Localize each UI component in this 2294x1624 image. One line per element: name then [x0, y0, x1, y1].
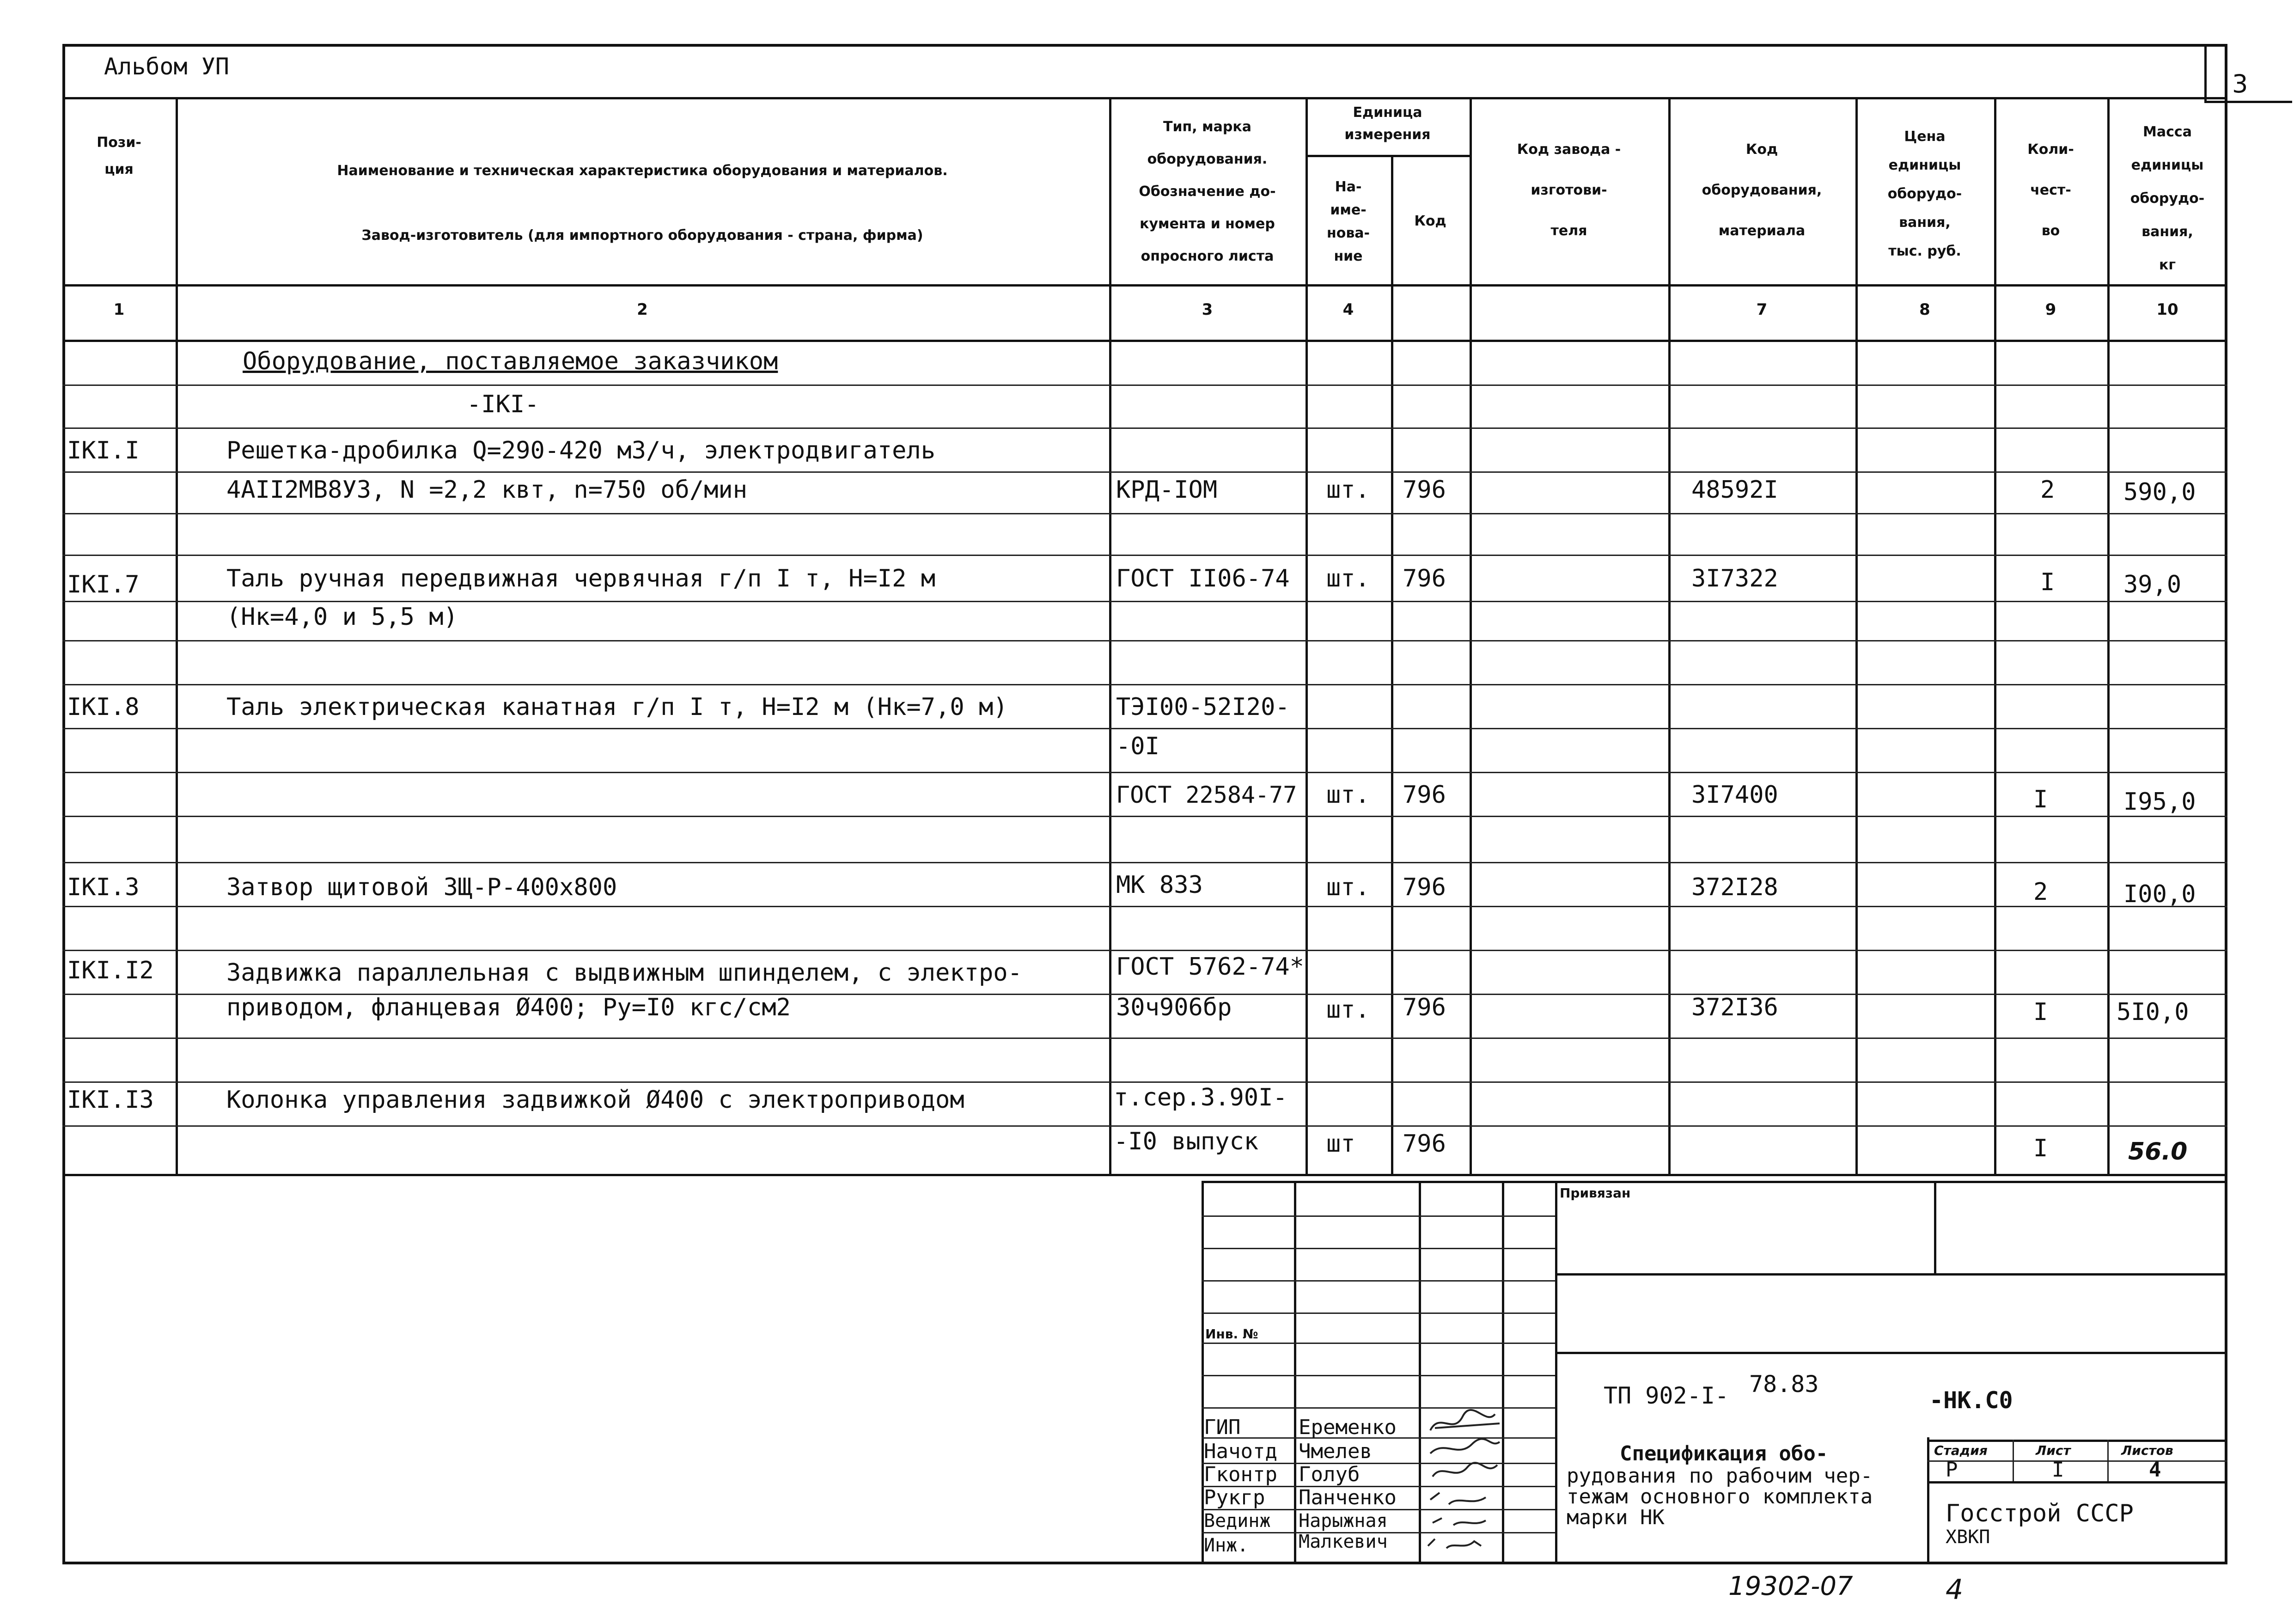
- sheet-corner-number: 3: [2232, 69, 2248, 98]
- row-name: приводом, фланцевая Ø400; Ру=I0 кгс/см2: [226, 994, 791, 1021]
- stamp-title-line: рудования по рабочим чер-: [1567, 1464, 1873, 1488]
- row-code: 796: [1403, 781, 1446, 809]
- stamp-line: [1555, 1352, 2227, 1354]
- stamp-line: [1202, 1343, 1555, 1344]
- stamp-person: Панченко: [1299, 1486, 1397, 1509]
- header-equipment-code: Код оборудования, материала: [1702, 141, 1822, 239]
- stamp-line: [1927, 1440, 2227, 1442]
- row-name: Задвижка параллельная с выдвижным шпинделем, с электро-: [226, 959, 1022, 987]
- corner-box-line: [2204, 44, 2207, 102]
- row-line: [62, 427, 2227, 429]
- stamp-line: [2013, 1440, 2014, 1481]
- row-unit: шт: [1326, 1130, 1355, 1158]
- row-name: Таль электрическая канатная г/п I т, Н=I2 м (Нк=7,0 м): [226, 693, 1008, 721]
- row-line: [62, 555, 2227, 556]
- row-quantity: I: [2033, 1135, 2048, 1162]
- row-unit: шт.: [1326, 565, 1370, 592]
- row-code: 796: [1403, 994, 1446, 1021]
- stamp-title-line: Спецификация обо-: [1620, 1442, 1828, 1465]
- section-title: Оборудование, поставляемое заказчиком: [243, 348, 778, 375]
- row-unit: шт.: [1326, 873, 1370, 901]
- row-equipment-code: 48592I: [1691, 476, 1778, 504]
- row-line: [62, 906, 2227, 907]
- stamp-sheets: 4: [2149, 1458, 2161, 1482]
- row-type: МК 833: [1116, 871, 1203, 899]
- stamp-role: Рукгр: [1204, 1486, 1265, 1509]
- col-line: [176, 97, 178, 1174]
- row-type: ТЭI00-52I20-: [1116, 693, 1290, 721]
- stamp-line: [1202, 1248, 1555, 1249]
- stamp-project-code: ТП 902-I-: [1604, 1382, 1729, 1409]
- row-name: Решетка-дробилка Q=290-420 м3/ч, электродвигатель: [226, 437, 936, 464]
- colnum-7: 7: [1756, 300, 1768, 319]
- stamp-role: Гконтр: [1204, 1463, 1277, 1486]
- section-subtitle: -IKI-: [467, 391, 539, 418]
- stamp-stage-label: Стадия: [1934, 1443, 1988, 1458]
- row-type: -0I: [1116, 733, 1159, 760]
- row-mass: 5I0,0: [2117, 998, 2189, 1026]
- row-code: 796: [1403, 1130, 1446, 1158]
- row-type: КРД-IOM: [1116, 476, 1218, 504]
- row-type: 30ч906бр: [1116, 994, 1232, 1021]
- row-equipment-code: 3I7322: [1691, 565, 1778, 592]
- table-bottom-line: [62, 1174, 2227, 1176]
- stamp-title-line: марки НК: [1567, 1506, 1665, 1529]
- row-line: [62, 513, 2227, 514]
- row-line: [62, 950, 2227, 951]
- stamp-line: [1202, 1215, 1555, 1217]
- header-factory-code: Код завода - изготови- теля: [1517, 141, 1621, 239]
- row-name: Колонка управления задвижкой Ø400 с электроприводом: [226, 1086, 964, 1114]
- row-type: ГОСТ 5762-74*: [1116, 953, 1304, 981]
- colnum-3: 3: [1202, 300, 1213, 319]
- stamp-attached-label: Привязан: [1560, 1185, 1631, 1201]
- stamp-line: [1202, 1181, 2227, 1183]
- colnum-2: 2: [637, 300, 648, 319]
- row-code: 796: [1403, 565, 1446, 592]
- row-name: (Нк=4,0 и 5,5 м): [226, 603, 458, 631]
- colnum-bottom-line: [62, 340, 2227, 342]
- row-position: IKI.8: [67, 693, 140, 721]
- row-quantity: 2: [2033, 878, 2048, 906]
- row-line: [62, 862, 2227, 863]
- header-unit-code: Код: [1414, 213, 1446, 229]
- row-equipment-code: 372I28: [1691, 873, 1778, 901]
- stamp-line: [1294, 1181, 1296, 1564]
- stamp-line: [1934, 1181, 1936, 1273]
- col-line: [1470, 97, 1472, 1174]
- stamp-sheet: I: [2052, 1458, 2064, 1482]
- colnum-1: 1: [113, 300, 125, 319]
- row-mass: 56.0: [2128, 1138, 2188, 1166]
- colnum-8: 8: [1919, 300, 1930, 319]
- stamp-role: ГИП: [1204, 1416, 1241, 1439]
- stamp-line: [1202, 1313, 1555, 1314]
- row-equipment-code: 372I36: [1691, 994, 1778, 1021]
- stamp-role: Начотд: [1204, 1440, 1277, 1463]
- header-mass: Масса единицы оборудо- вания, кг: [2130, 124, 2205, 273]
- header-bottom-line: [62, 284, 2227, 287]
- row-name: Затвор щитовой ЗЩ-Р-400х800: [226, 873, 617, 901]
- row-quantity: 2: [2040, 476, 2055, 504]
- row-type: ГОСТ II06-74: [1116, 565, 1290, 592]
- row-type: -I0 выпуск: [1114, 1128, 1259, 1155]
- stamp-line: [1927, 1460, 2227, 1462]
- table-top-line: [62, 97, 2227, 99]
- row-line: [62, 816, 2227, 817]
- row-mass: I95,0: [2123, 788, 2196, 816]
- row-position: IKI.7: [67, 571, 140, 598]
- footer-page-number: 4: [1946, 1574, 1964, 1606]
- signatures-graphic: [1421, 1407, 1555, 1560]
- stamp-project-suffix: -НК.С0: [1929, 1387, 2013, 1414]
- header-unit-group: Единица измерения: [1344, 104, 1431, 143]
- stamp-line: [1927, 1481, 2227, 1484]
- row-type: ГОСТ 22584-77: [1116, 781, 1297, 808]
- colnum-10: 10: [2156, 300, 2178, 319]
- stamp-person: Чмелев: [1299, 1440, 1372, 1463]
- row-line: [62, 640, 2227, 641]
- row-line: [62, 601, 2227, 602]
- col-line: [1668, 97, 1671, 1174]
- stamp-line: [1555, 1273, 2227, 1276]
- header-unit-name: На- име- нова- ние: [1326, 179, 1370, 264]
- row-type: т.сер.3.90I-: [1114, 1084, 1287, 1111]
- row-position: IKI.I3: [67, 1086, 154, 1114]
- unit-group-line: [1306, 155, 1470, 157]
- album-title: Альбом УП: [104, 53, 229, 80]
- stamp-inv-label: Инв. №: [1205, 1326, 1258, 1342]
- colnum-4: 4: [1342, 300, 1354, 319]
- colnum-9: 9: [2045, 300, 2056, 319]
- row-line: [62, 772, 2227, 773]
- stamp-role: Инж.: [1204, 1535, 1249, 1556]
- row-unit: шт.: [1326, 781, 1370, 809]
- stamp-line: [1202, 1375, 1555, 1376]
- row-line: [62, 1038, 2227, 1039]
- stamp-line: [2107, 1440, 2109, 1481]
- row-line: [62, 1081, 2227, 1083]
- row-position: IKI.I2: [67, 957, 154, 984]
- stamp-sheets-label: Листов: [2121, 1443, 2173, 1458]
- row-position: IKI.I: [67, 437, 140, 464]
- row-unit: шт.: [1326, 476, 1370, 504]
- stamp-person: Нарыжная: [1299, 1510, 1388, 1532]
- row-line: [62, 684, 2227, 685]
- header-quantity: Коли- чест- во: [2027, 141, 2074, 239]
- row-line: [62, 728, 2227, 729]
- stamp-sheet-label: Лист: [2036, 1443, 2071, 1458]
- stamp-person: Малкевич: [1299, 1531, 1388, 1552]
- stamp-line: [1555, 1181, 1557, 1564]
- stamp-organization: Госстрой СССР: [1946, 1500, 2134, 1527]
- stamp-role: Вединж: [1204, 1510, 1271, 1532]
- archive-number: 19302-07: [1728, 1571, 1853, 1601]
- col-line: [1391, 155, 1393, 1174]
- row-name: 4AII2MB8У3, N =2,2 квт, n=750 об/мин: [226, 476, 748, 504]
- corner-box-line: [2204, 101, 2292, 103]
- col-line: [1994, 97, 1996, 1174]
- row-code: 796: [1403, 873, 1446, 901]
- stamp-line: [1927, 1437, 1929, 1564]
- header-name: Наименование и техническая характеристика оборудования и материалов. Завод-изготовитель (для импортного оборудования - страна, фирма): [337, 163, 948, 244]
- row-line: [62, 471, 2227, 473]
- stamp-person: Голуб: [1299, 1463, 1360, 1486]
- row-unit: шт.: [1326, 996, 1370, 1024]
- stamp-title-line: тежам основного комплекта: [1567, 1485, 1873, 1508]
- row-quantity: I: [2033, 998, 2048, 1026]
- stamp-stage: Р: [1946, 1458, 1958, 1482]
- row-mass: 39,0: [2123, 571, 2182, 598]
- row-name: Таль ручная передвижная червячная г/п I т, Н=I2 м: [226, 565, 936, 592]
- row-line: [62, 1125, 2227, 1127]
- row-line: [62, 385, 2227, 386]
- header-price: Цена единицы оборудо- вания, тыс. руб.: [1887, 128, 1962, 259]
- row-mass: I00,0: [2123, 880, 2196, 908]
- stamp-person: Еременко: [1299, 1416, 1397, 1439]
- row-quantity: I: [2040, 568, 2055, 596]
- row-quantity: I: [2033, 786, 2048, 813]
- row-equipment-code: 3I7400: [1691, 781, 1778, 809]
- header-position: Пози- ция: [97, 134, 141, 177]
- stamp-line: [1202, 1280, 1555, 1282]
- row-mass: 590,0: [2123, 478, 2196, 506]
- stamp-project-number: 78.83: [1749, 1371, 1819, 1398]
- stamp-organization-dept: ХВКП: [1946, 1526, 1990, 1548]
- header-type: Тип, марка оборудования. Обозначение до- кумента и номер опросного листа: [1139, 119, 1276, 264]
- row-position: IKI.3: [67, 873, 140, 901]
- row-code: 796: [1403, 476, 1446, 504]
